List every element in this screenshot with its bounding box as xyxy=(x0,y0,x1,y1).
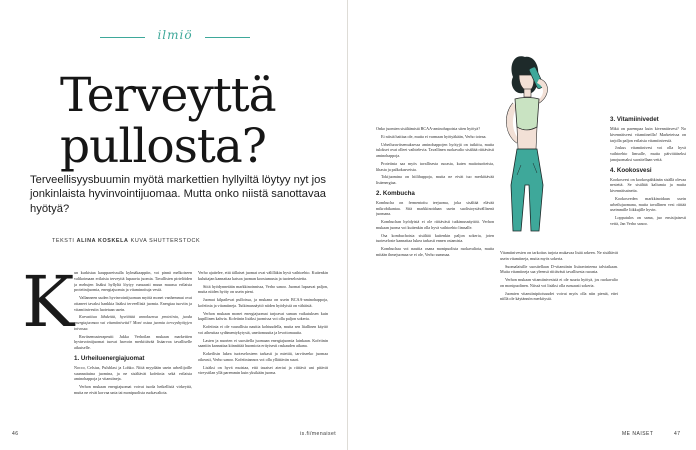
paragraph: Kombuchaa voi nauttia osana monipuolista ruokavaliota, mutta mitään ihmejuomaa se ei ole, Verho summaa. xyxy=(376,246,494,257)
paragraph: un kurkistaa kauppareissulla kylmäkaappiin, voi pinnä melkoiseen valikoimaan erilaisia terveyttä lupaavia juomia. Tavallisten pirtelöiden ja mehujen lisäksi hyllyltä löytyy runsaasti muun muassa erilaisia proteiinijuomia, energiajuomia ja vitaminoituja vesiä. xyxy=(74,270,192,293)
byline-prefix: TEKSTI xyxy=(52,238,75,244)
byline xyxy=(52,238,332,244)
page-number-left: 46 xyxy=(12,431,19,437)
paragraph: Ravitsemusterapeutti Jukka Verhoilan mukaan markettien hyvinvointijuomat tuovat harvoin merkittävää lisäarvoa tavalliselle aikuiselle. xyxy=(74,333,192,350)
paragraph: Lopputulos on sama, juo ensisijaisesti vettä, Jan Verho sanoo. xyxy=(610,215,686,226)
paragraph: Kookosvesi on kookospähkinän sisällä olevaa nestettä. Se sisältää kaliumia ja muita kivennäisaineita. xyxy=(610,176,686,193)
paragraph: Nocco, Celsius, Pulsblast ja Lohko. Niitä myydään usein urheilijoille suunnattuina juomina, ja ne sisältävät kofeiinia sekä erilaisia aminohappoja ja vitamiineja. xyxy=(74,364,192,382)
leggings-icon xyxy=(511,149,543,231)
sports-top-icon xyxy=(515,98,539,131)
byline-author: ALINA KOSKELA xyxy=(76,238,129,244)
paragraph: Verhon mukaan vitamiinivesistä ei ole suurta hyötyä, jos ruokavalio on monipuolinen. Niissä voi lisäksi olla runsaasti sokeria. xyxy=(500,277,618,288)
paragraph: Kombucha on fermentoitu teejuoma, joka sisältää elävää mikrobikantaa. Sitä markkinoidaan usein suolistoystävällisenä juomana. xyxy=(376,199,494,217)
paragraph: Urheiluravitsemuksessa aminohappojen hyötyjä on tutkittu, mutta tulokset ovat olleet vaihtelevia. Tavallinen ruokavalio sisältää riittävästi aminohappoja. xyxy=(376,141,494,158)
paragraph: Kokeilisin lukea tuoteselosteen tarkasti ja miettiä, tarvitseeko juomaa oikeasti, Verho sanoo. Kofeiiniannos voi olla yllättävän suuri. xyxy=(198,351,328,362)
right-column-1 xyxy=(376,126,494,426)
left-column-1 xyxy=(74,270,192,430)
torso-icon xyxy=(517,127,537,149)
headline-line-1: Terveyttä xyxy=(60,68,276,123)
right-column-2 xyxy=(500,250,618,428)
paragraph: Joskus vitamiinivesi voi olla hyvä vaihtoehto limsalle, mutta päivittäiseksi janojuomaksi suositellaan vettä. xyxy=(610,145,686,162)
paragraph: Ei niistä haittaa ole, mutta ei varmaan hyötyäkään, Verho toteaa. xyxy=(381,133,487,139)
paragraph: Siitä hyödynnetään markkinoinnissa, Verho sanoo. Juomat lupaavat paljon, mutta niiden hyöty on usein pieni. xyxy=(198,283,328,295)
paragraph: Verhon mukaan monet energiajuomat tarjoavat saman vaikutuksen kuin kupillinen kahvia. Kofeiinin lisäksi juomissa voi olla paljon sokeria. xyxy=(198,310,328,322)
paragraph: Juomien vitamiinipitoisuudet voivat myös olla niin pieniä, ettei niillä ole käytännön merkitystä. xyxy=(500,290,618,302)
paragraph: Verhon mukaan energiajuomat voivat tuoda hetkellistä virkeyttä, mutta ne eivät korvaa unta tai monipuolista ruokavaliota. xyxy=(74,384,192,395)
paragraph: Suomalaisille suositellaan D-vitamiinin lisäravinteena talviaikaan. Muita vitamiineja saa yleensä riittävästi tavallisesta ruoasta. xyxy=(500,263,618,275)
ingress: Terveellisyysbuumin myötä markettien hyllyiltä löytyy nyt jos jonkinlaista hyvinvointijuomaa. Mutta onko niistä sanottavaa hyötyä? xyxy=(30,174,327,215)
section-label: ilmiö xyxy=(157,28,193,42)
paragraph: Kombuchan hyödyistä ei ole riittävästi tutkimusnäyttöä. Verhon mukaan juoma voi kuitenkin olla hyvä vaihtoehto limsalle. xyxy=(376,219,494,230)
paragraph: Kookosveden markkinoidaan usein urheilujuomana, mutta tavallinen vesi riittää useimmille liikkujille hyvin. xyxy=(610,195,686,213)
paragraph: Onko juomien sisältämistä BCAA-aminohapoista siten hyötyä? xyxy=(376,126,481,131)
subheading-2: 2. Kombucha xyxy=(376,189,415,197)
drop-cap: K xyxy=(22,261,75,343)
right-column-3 xyxy=(610,112,686,428)
paragraph: Osa kombuchoista sisältää kuitenkin paljon sokeria, joten tuoteseloste kannattaa lukea tarkasti ennen ostamista. xyxy=(376,232,494,244)
subheading-3: 3. Vitamiinivedet xyxy=(610,116,659,123)
paragraph: Vitamiinivesien on tarkoitus tarjota mukavaa lisää arkeen. Ne sisältävät usein vitamiineja, mutta myös sokeria. xyxy=(500,250,618,261)
byline-photo: KUVA SHUTTERSTOCK xyxy=(130,238,201,244)
paragraph: Vallanneen uuden hyvinvointijuoman myötä monet vanhemmat ovat ottaneet tavaksi hankkia lisäksi terveellisiä juomia. Energiaa tuoviin ja vitamiinivesiin luotetaan usein. xyxy=(74,295,192,312)
paragraph: Lisäksi on hyvä muistaa, että tasaiset ateriat ja riittävä uni pitävät vireystilan yllä paremmin kuin yksikään juoma. xyxy=(198,364,328,376)
headline-line-2: pullosta? xyxy=(60,119,266,174)
paragraph: Tokijuomina on hiilihappoja, mutta ne eivät tuo merkittävää lisäenergiaa. xyxy=(376,174,494,185)
section-divider-right xyxy=(205,37,250,38)
site-name-left: is.fi/menaiset xyxy=(300,431,337,437)
subheading-4: 4. Kookosvesi xyxy=(610,166,652,174)
paragraph: Lasten ja nuorten ei suositella juomaan energiajuomia lainkaan. Kofeiinin saantiin kannattaa kiinnittää huomiota erityisesti raskauden aikana. xyxy=(198,337,328,349)
paragraph: Kofeiinia ei ole vaarallista nauttia kohtuudella, mutta sen liiallinen käyttö voi aiheuttaa sydämentykytystä, unettomuutta ja levottomuutta. xyxy=(198,324,328,335)
paragraph: Karvaittua lähdetää, hyvöittää annoksensa proteiinia, juoda energiajuomaa vai vitamiinivettä? Moni ostaa juomia terveyshyötyjen toivossa. xyxy=(74,314,192,331)
section-divider-left xyxy=(100,37,145,38)
left-column-2 xyxy=(198,270,328,430)
right-page xyxy=(348,0,696,450)
magazine-name-right: ME NAISET xyxy=(622,431,654,437)
neck-icon xyxy=(524,89,531,97)
page-number-right: 47 xyxy=(674,431,681,437)
paragraph: Verho ajattelee, että tällaiset juomat ovat välilläkin hyvä vaihtoehto. Kuitenkin kuluttajan kannattaa katsoa juoman koostumusta ja tuoteselostetta. xyxy=(198,270,328,281)
subheading-1: 1. Urheiluenergiajuomat xyxy=(74,354,145,362)
headline xyxy=(60,70,340,172)
paragraph: Juomat kilpailevat pulloissa, ja mukana on usein BCAA-aminohappoja, kofeiinia ja vitamiineja. Tutkimusnäyttö niiden hyödyistä on vähäistä. xyxy=(198,297,328,308)
paragraph: Proteiinia saa myös tavallisesta ruoasta, kuten maitotuotteista, lihasta ja palkokasveista. xyxy=(376,160,494,172)
paragraph: Mikä on parempaa kuin kivennäisvesi? No kivennäisvesi vitamiineilla! Marketeissa on tarjolla paljon erilaisia vitamiinivesiä. xyxy=(610,126,686,143)
